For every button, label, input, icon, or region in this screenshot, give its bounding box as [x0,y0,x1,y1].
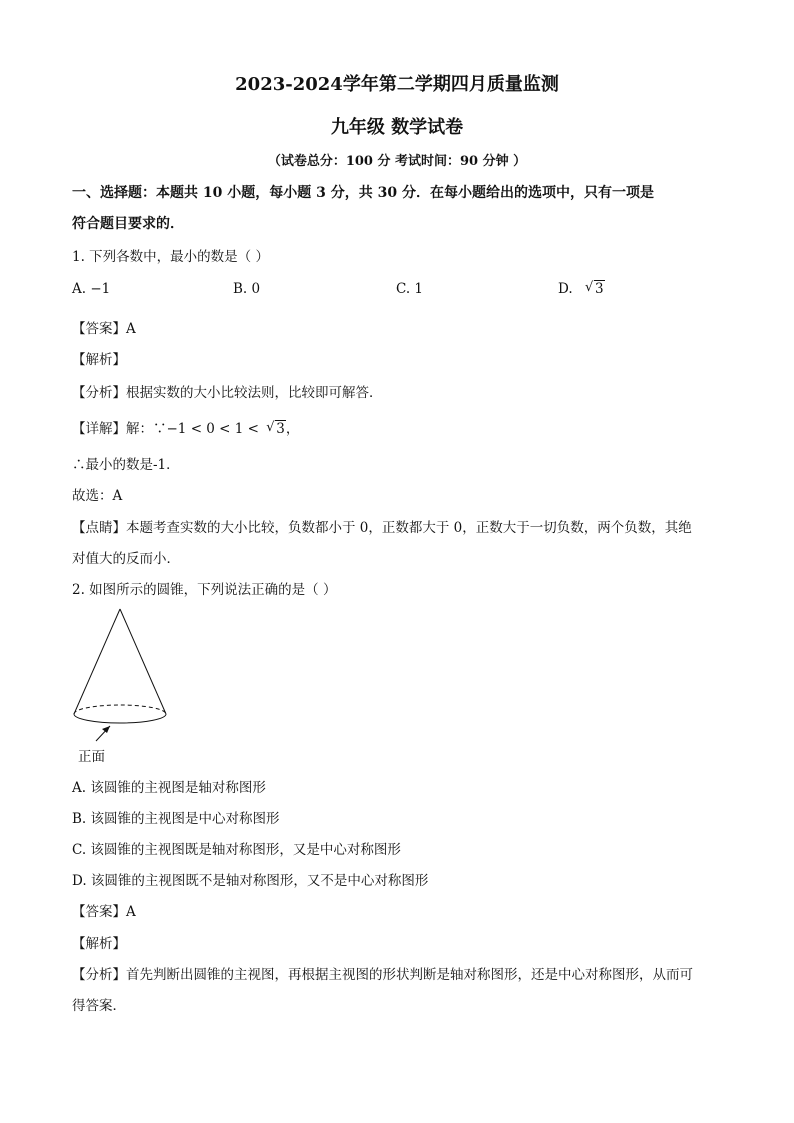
q2-fenxi-line2: 得答案． [72,998,126,1014]
cone-right-edge [120,609,166,714]
q2-option-b: B. 该圆锥的主视图是中心对称图形 [72,811,280,827]
exam-subtitle: 九年级 数学试卷 [330,117,464,138]
q1-conclusion: ∴最小的数是-1． [72,457,180,473]
q2-stem: 2. 如图所示的圆锥，下列说法正确的是（ ） [72,582,337,598]
q1-answer: 【答案】A [72,321,136,337]
q1-xiangjie-prefix: 【详解】解：∵−1 < 0 < 1 < [72,421,259,437]
q1-analysis-label: 【解析】 [72,352,126,368]
q2-fenxi-line1: 【分析】首先判断出圆锥的主视图，再根据主视图的形状判断是轴对称图形，还是中心对称图形，从而可 [72,967,693,983]
q1-dianjing-line1: 【点睛】本题考查实数的大小比较，负数都小于 0，正数都大于 0，正数大于一切负数，两个负数，其绝 [72,520,692,536]
q1-xiangjie-radicand: 3 [276,421,285,437]
exam-info: （试卷总分：100 分 考试时间：90 分钟 ） [267,154,527,169]
q1-xiangjie [72,417,299,437]
exam-title: 2023-2024学年第二学期四月质量监测 [235,74,559,95]
q2-analysis-label: 【解析】 [72,936,126,952]
q2-figure-label: 正面 [78,749,105,765]
q1-choice: 故选：A [72,488,123,504]
q1-xiangjie-suffix: ， [285,421,300,437]
cone-base-back [74,705,166,714]
section-heading-line2: 符合题目要求的． [72,216,184,232]
q2-option-d: D. 该圆锥的主视图既不是轴对称图形，又不是中心对称图形 [72,873,429,889]
q2-option-c: C. 该圆锥的主视图既是轴对称图形，又是中心对称图形 [72,842,401,858]
q1-option-a: A. −1 [72,281,111,297]
q1-option-d-radicand: 3 [594,281,604,297]
q2-option-a: A. 该圆锥的主视图是轴对称图形 [72,780,266,796]
arrow-head-icon [102,726,110,733]
q1-option-b: B. 0 [233,281,261,297]
q1-dianjing-line2: 对值大的反而小． [72,551,180,567]
q1-stem: 1. 下列各数中，最小的数是（ ） [72,249,269,265]
cone-base-front [74,714,166,723]
cone-left-edge [74,609,120,714]
q1-fenxi: 【分析】根据实数的大小比较法则，比较即可解答． [72,385,383,401]
cone-figure [66,605,176,745]
sqrt-symbol [266,421,286,437]
sqrt-symbol [585,281,605,297]
section-heading-line1: 一、选择题：本题共 10 小题，每小题 3 分，共 30 分．在每小题给出的选项中，只有一项是 [72,185,654,201]
q1-option-c: C. 1 [396,281,424,297]
q2-answer: 【答案】A [72,904,136,920]
q1-option-d-prefix: D. [558,281,573,297]
q1-option-d [558,281,605,297]
